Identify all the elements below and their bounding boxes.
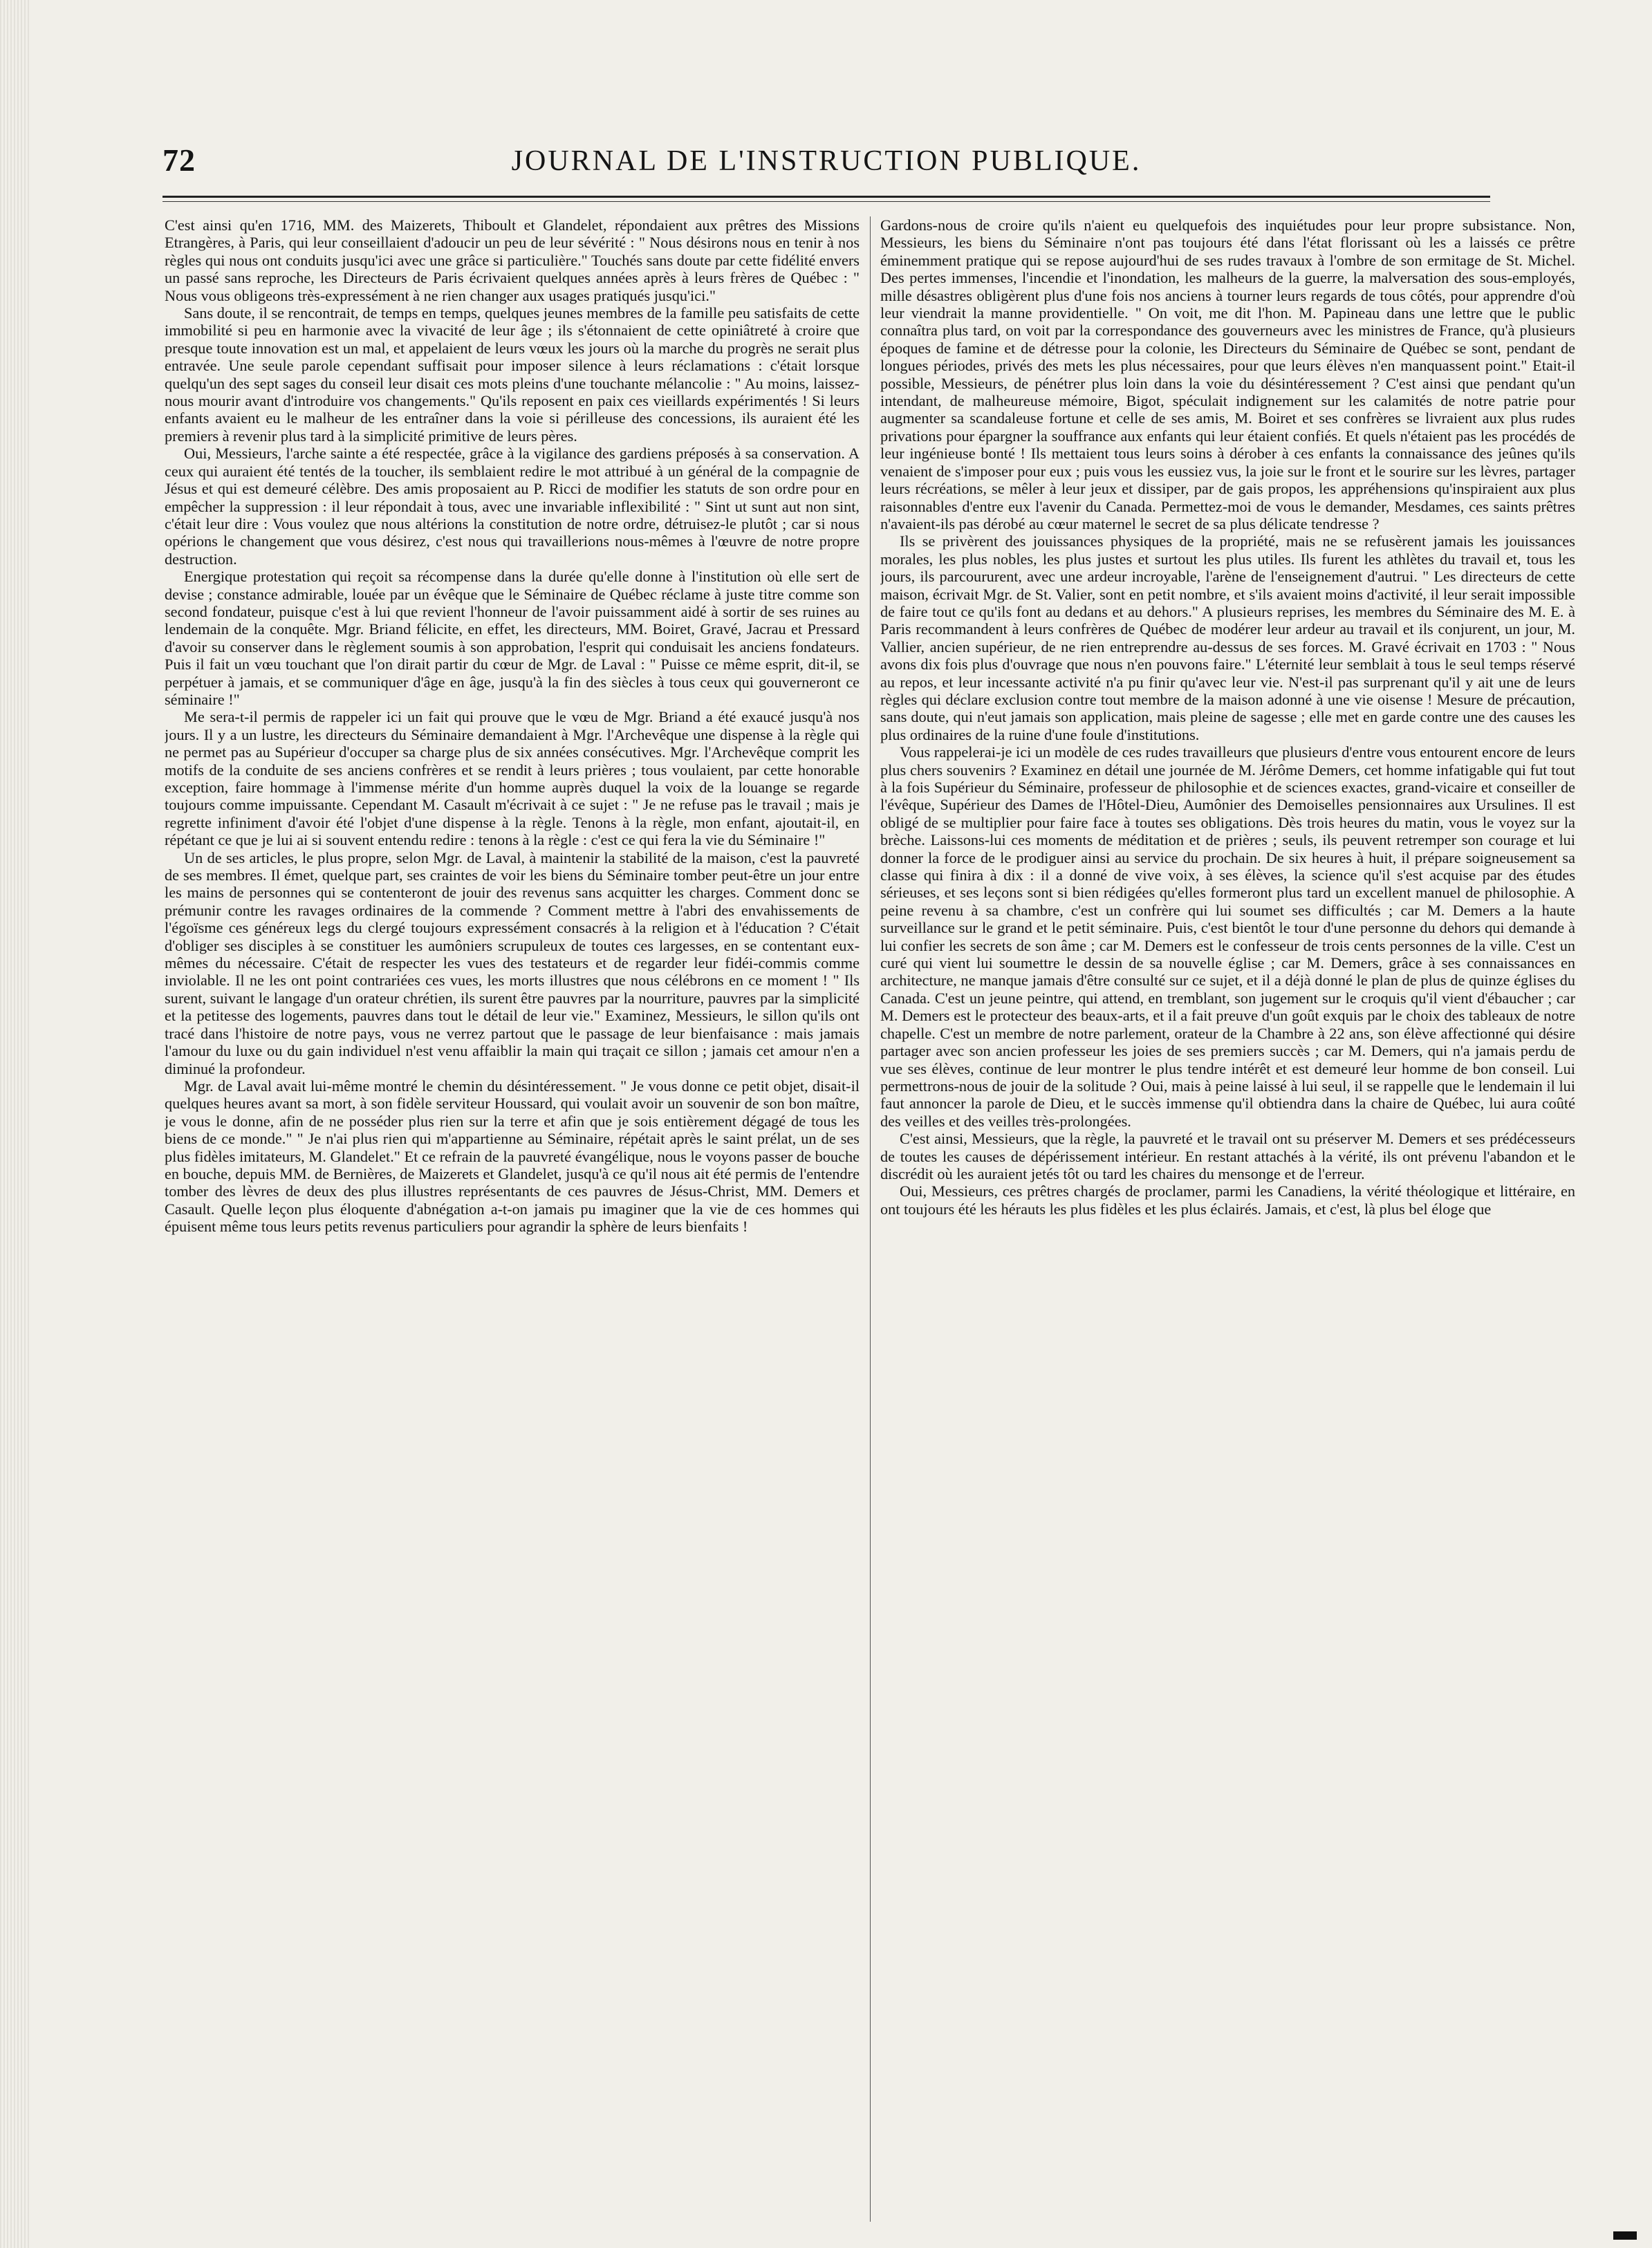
paragraph: Oui, Messieurs, ces prêtres chargés de proclamer, parmi les Canadiens, la vérité théologique et littéraire, en ont toujours été les hérauts les plus fidèles et les plus éclairés. Jamais, et c'est, là plus bel éloge que: [880, 1182, 1575, 1218]
paragraph: Ils se privèrent des jouissances physiques de la propriété, mais ne se refusèrent jamais les jouissances morales, les plus nobles, les plus justes et surtout les plus utiles. Ils furent les athlètes du travail et, tous les jours, ils parcoururent, avec une ardeur incroyable, l'arène de l'enseignement d'autrui. " Les directeurs de cette maison, écrivait Mgr. de St. Valier, sont en petit nombre, et s'ils avaient moins d'activité, il leur serait impossible de faire tout ce qu'ils font au dedans et au dehors." A plusieurs reprises, les membres du Séminaire des M. E. à Paris recommandent à leurs confrères de Québec de modérer leur ardeur au travail et ils conjurent, un jour, M. Vallier, ancien supérieur, de ne rien entreprendre au-dessus de ses forces. M. Gravé écrivait en 1703 : " Nous avons dix fois plus d'ouvrage que nous n'en pouvons faire." L'éternité leur semblait à tous le seul temps réservé au repos, et leur incessante activité n'a pu finir qu'avec leur vie. N'est-il pas surprenant qu'il y ait une de leurs règles qui déclare exclusion contre tout membre de la maison adonné à une vie oisense ! Mesure de précaution, sans doute, qui n'eut jamais son application, mais pleine de sagesse ; elle met en garde contre une des causes les plus ordinaires de la ruine d'une foule d'institutions.: [880, 532, 1575, 743]
journal-title: JOURNAL DE L'INSTRUCTION PUBLIQUE.: [511, 145, 1142, 177]
header-rule-thick: [163, 196, 1490, 198]
paragraph: C'est ainsi qu'en 1716, MM. des Maizerets, Thiboult et Glandelet, répondaient aux prêtres des Missions Etrangères, à Paris, qui leur conseillaient d'adoucir un peu de leur sévérité : " Nous désirons nous en tenir à nos règles qui nous ont conduits jusqu'ici avec une grâce si particulière." Touchés sans doute par cette fidélité envers un passé sans reproche, les Directeurs de Paris écrivaient quelques années après à leurs frères de Québec : " Nous vous obligeons très-expressément à ne rien changer aux usages pratiqués jusqu'ici.": [165, 216, 860, 304]
header-rule-thin: [163, 201, 1490, 202]
paragraph: Mgr. de Laval avait lui-même montré le chemin du désintéressement. " Je vous donne ce petit objet, disait-il quelques heures avant sa mort, à son fidèle serviteur Houssard, qui voulait avoir un souvenir de son bon maître, je vous le donne, afin de ne posséder plus rien sur la terre et afin que je sois entièrement dégagé de tous les biens de ce monde." " Je n'ai plus rien qui m'appartienne au Séminaire, répétait après le saint prélat, un de ses plus fidèles imitateurs, M. Glandelet." Et ce refrain de la pauvreté évangélique, nous le voyons passer de bouche en bouche, depuis MM. de Bernières, de Maizerets et Glandelet, jusqu'à ce qu'il nous ait été permis de l'entendre tomber des lèvres de deux des plus illustres représentants de ces pauvres de Jésus-Christ, MM. Demers et Casault. Quelle leçon plus éloquente d'abnégation a-t-on jamais pu imaginer que la vie de ces hommes qui épuisent même tous leurs petits revenus particuliers pour agrandir la sphère de leurs bienfaits !: [165, 1077, 860, 1236]
scan-corner-mark: [1613, 2231, 1637, 2240]
paragraph: Me sera-t-il permis de rappeler ici un fait qui prouve que le vœu de Mgr. Briand a été exaucé jusqu'à nos jours. Il y a un lustre, les directeurs du Séminaire demandaient à Mgr. l'Archevêque une dispense à la règle qui ne permet pas au Supérieur d'occuper sa charge plus de six années consécutives. Mgr. l'Archevêque comprit les motifs de la conduite de ses anciens confrères et se rendit à leurs prières ; tous voulaient, par cette honorable exception, faire hommage à l'immense mérite d'un homme auprès duquel la voix de la louange se regarde toujours comme impuissante. Cependant M. Casault m'écrivait à ce sujet : " Je ne refuse pas le travail ; mais je regrette infiniment d'avoir été l'objet d'une dispense à la règle. Tenons à la règle, mon enfant, ajoutait-il, en répétant ce que je lui ai si souvent entendu redire : tenons à la règle : c'est ce qui fera la vie du Séminaire !": [165, 708, 860, 849]
paragraph: Vous rappelerai-je ici un modèle de ces rudes travailleurs que plusieurs d'entre vous entourent encore de leurs plus chers souvenirs ? Examinez en détail une journée de M. Jérôme Demers, cet homme infatigable qui fut tout à la fois Supérieur du Séminaire, professeur de philosophie et de sciences exactes, grand-vicaire et conseiller de l'évêque, Supérieur des Dames de l'Hôtel-Dieu, Aumônier des Demoiselles pensionnaires aux Ursulines. Il est obligé de se multiplier pour faire face à toutes ses obligations. Dès trois heures du matin, vous le voyez sur la brèche. Laissons-lui ces moments de méditation et de prières ; seuls, ils peuvent retremper son courage et lui donner la force de le prodiguer ainsi au service du prochain. De six heures à huit, il prépare soigneusement sa classe qui finira à dix : il a donné de vive voix, à ses élèves, la science qu'il s'est acquise par des études sérieuses, et ses leçons sont si bien rédigées qu'elles formeront plus tard un excellent manuel de philosophie. A peine revenu à sa chambre, c'est un confrère qui lui soumet ses difficultés ; car M. Demers a la haute surveillance sur le grand et le petit séminaire. Puis, c'est bientôt le tour d'une personne du dehors qui demande à lui confier les secrets de son âme ; car M. Demers est le confesseur de trois cents personnes de la ville. C'est un curé qui vient lui soumettre le dessin de sa nouvelle église ; car M. Demers, grâce à ses connaissances en architecture, ne manque jamais d'être consulté sur ce sujet, et il a déjà donné le plan de plus de quinze églises du Canada. C'est un jeune peintre, qui attend, en tremblant, son jugement sur le croquis qu'il vient d'ébaucher ; car M. Demers est le protecteur des beaux-arts, et il a fait preuve d'un goût exquis par le choix des tableaux de notre chapelle. C'est un membre de notre parlement, orateur de la Chambre à 22 ans, son élève affectionné qui désire partager avec son ancien professeur les joies de ses premiers succès ; car M. Demers, qui n'a jamais perdu de vue ses élèves, continue de leur montrer le plus tendre intérêt et est demeuré leur homme de bon conseil. Lui permettrons-nous de jouir de la solitude ? Oui, mais à peine laissé à lui seul, il se rappelle que le lendemain il lui faut annoncer la parole de Dieu, et le succès immense qu'il obtiendra dans la chaire de Québec, lui aura coûté des veilles et des veilles très-prolongées.: [880, 743, 1575, 1130]
page-number: 72: [163, 142, 196, 178]
paragraph: Gardons-nous de croire qu'ils n'aient eu quelquefois des inquiétudes pour leur propre subsistance. Non, Messieurs, les biens du Séminaire n'ont pas toujours été dans l'état florissant où les a laissés ce prêtre éminemment pratique qui se repose aujourd'hui de ses rudes travaux à l'ombre de son ermitage de St. Michel. Des pertes immenses, l'incendie et l'inondation, les malheurs de la guerre, la malversation des sous-employés, mille désastres obligèrent plus d'une fois nos anciens à tourner leurs regards de tous côtés, pour apprendre d'où leur viendrait la manne providentielle. " On voit, me dit l'hon. M. Papineau dans une lettre que le public connaîtra plus tard, on voit par la correspondance des gouverneurs avec les ministres de France, qu'à plusieurs époques de famine et de détresse pour la colonie, les Directeurs du Séminaire de Québec se sont, pendant de longues périodes, privés des mets les plus nécessaires, pour que leurs élèves n'en manquassent point." Etait-il possible, Messieurs, de pénétrer plus loin dans la voie du désintéressement ? C'est ainsi que pendant qu'un intendant, de malheureuse mémoire, Bigot, spéculait indignement sur les calamités de notre patrie pour augmenter sa scandaleuse fortune et celle de ses amis, M. Boiret et ses confrères se livraient aux plus rudes privations pour épargner la souffrance aux enfants qui leur étaient confiés. Et quels n'étaient pas les procédés de leur ingénieuse bonté ! Ils mettaient tous leurs soins à dérober à ces enfants la connaissance des jeûnes qu'ils venaient de s'imposer pour eux ; puis vous les eussiez vus, la joie sur le front et le sourire sur les lèvres, partager leurs récréations, se mêler à leur jeux et dissiper, par de gais propos, les appréhensions qu'inspiraient aux plus raisonnables d'entre eux l'avenir du Canada. Permettez-moi de vous le demander, Mesdames, ces saints prêtres n'avaient-ils pas dérobé au cœur maternel le secret de sa plus délicate tendresse ?: [880, 216, 1575, 532]
right-column: [880, 216, 1575, 2222]
paragraph: Energique protestation qui reçoit sa récompense dans la durée qu'elle donne à l'institution où elle sert de devise ; constance admirable, louée par un évêque que le Séminaire de Québec réclame à juste titre comme son second fondateur, puisque c'est à lui que revient l'honneur de l'avoir puissamment aidé à sortir de ses ruines au lendemain de la conquête. Mgr. Briand félicite, en effet, les directeurs, MM. Boiret, Gravé, Jacrau et Pressard d'avoir su conserver dans le règlement soumis à son approbation, l'esprit qui conduisait les anciens fondateurs. Puis il fait un vœu touchant que l'on dirait partir du cœur de Mgr. de Laval : " Puisse ce même esprit, dit-il, se perpétuer à jamais, et se communiquer d'âge en âge, jusqu'à la fin des siècles à tous ceux qui gouverneront ce séminaire !": [165, 568, 860, 708]
page-header: [163, 142, 1490, 190]
column-divider: [870, 216, 871, 2222]
paragraph: Un de ses articles, le plus propre, selon Mgr. de Laval, à maintenir la stabilité de la maison, c'est la pauvreté de ses membres. Il émet, quelque part, ses craintes de voir les biens du Séminaire tomber peut-être un jour entre les mains de personnes qui se contenteront de jouir des revenus sans acquitter les charges. Comment donc se prémunir contre les ravages ordinaires de la commende ? Comment mettre à l'abri des envahissements de l'égoïsme ces généreux legs du clergé toujours expressément consacrés à la religion et à l'éducation ? C'était d'obliger ses disciples à se constituer les aumôniers scrupuleux de toutes ces largesses, en se contentant eux-mêmes du nécessaire. C'était de respecter les vues des testateurs et de regarder leur fidéi-commis comme inviolable. Il ne les ont point contrariées ces vues, les morts illustres que nous célébrons en ce moment ! " Ils surent, suivant le langage d'un orateur chrétien, ils surent être pauvres par la nourriture, pauvres par la simplicité et la petitesse des logements, pauvres dans tout le détail de leur vie." Examinez, Messieurs, le sillon qu'ils ont tracé dans l'histoire de notre pays, vous ne verrez partout que le passage de leur bienfaisance : mais jamais l'amour du luxe ou du gain individuel n'est venu affaiblir la main qui traçait ce sillon ; jamais cet amour n'en a diminué la profondeur.: [165, 848, 860, 1077]
paragraph: C'est ainsi, Messieurs, que la règle, la pauvreté et le travail ont su préserver M. Demers et ses prédécesseurs de toutes les causes de dépérissement intérieur. En restant attachés à la vérité, ils ont prévenu l'abandon et le discrédit où les auraient jetés tôt ou tard les chaires du mensonge et de l'erreur.: [880, 1130, 1575, 1182]
left-column: [165, 216, 860, 2222]
paragraph: Oui, Messieurs, l'arche sainte a été respectée, grâce à la vigilance des gardiens préposés à sa conservation. A ceux qui auraient été tentés de la toucher, ils semblaient redire le mot attribué à un général de la compagnie de Jésus et qui est demeuré célèbre. Des amis proposaient au P. Ricci de modifier les statuts de son ordre pour en empêcher la suppression : il leur répondait à tous, avec une invariable inflexibilité : " Sint ut sunt aut non sint, c'était leur dire : Vous voulez que nous altérions la constitution de notre ordre, détruisez-le plutôt ; car si nous opérions le changement que vous désirez, c'est nous qui travaillerions nous-mêmes à l'œuvre de notre propre destruction.: [165, 445, 860, 568]
scan-edge: [0, 0, 29, 2248]
paragraph: Sans doute, il se rencontrait, de temps en temps, quelques jeunes membres de la famille peu satisfaits de cette immobilité si peu en harmonie avec la vivacité de leur âge ; ils s'étonnaient de cette opiniâtreté à croire que presque toute innovation est un mal, et appelaient de leurs vœux les jours où la marche du progrès ne serait plus entravée. Une seule parole cependant suffisait pour imposer silence à leurs réclamations : c'était lorsque quelqu'un des sept sages du conseil leur disait ces mots pleins d'une touchante mélancolie : " Au moins, laissez-nous mourir avant d'introduire vos changements." Qu'ils reposent en paix ces vieillards expérimentés ! Si leurs enfants avaient eu le malheur de les entraîner dans la voie si périlleuse des concessions, ils auraient été les premiers à revenir plus tard à la simplicité primitive de leurs pères.: [165, 304, 860, 445]
